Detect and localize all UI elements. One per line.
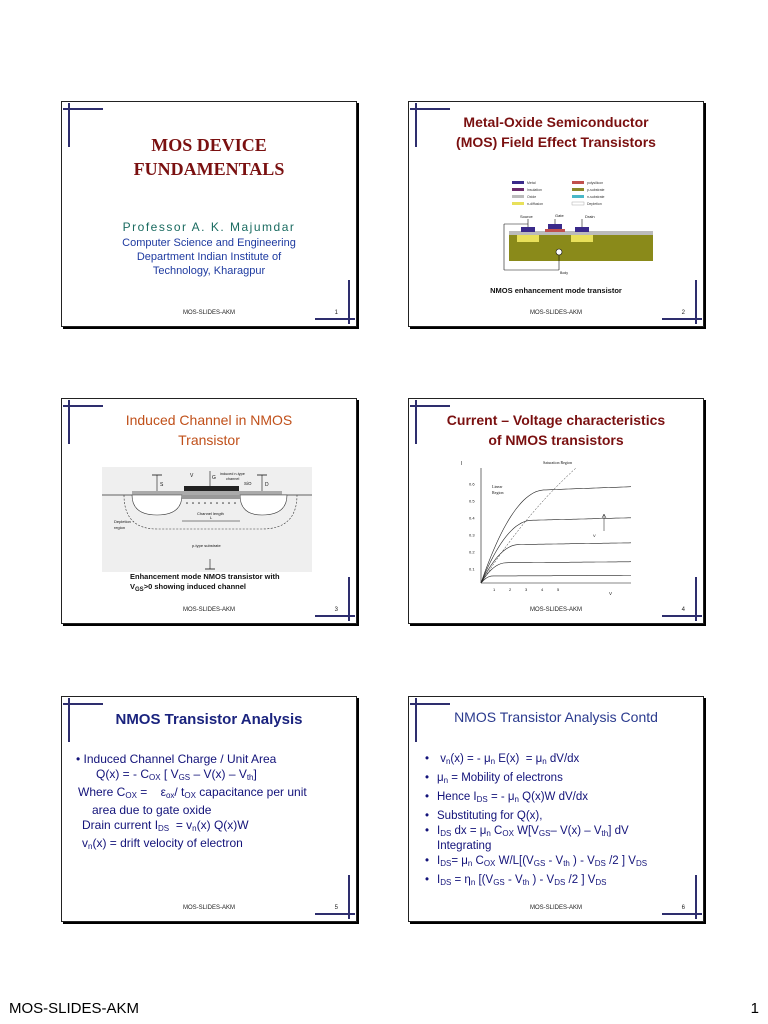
y-axis-label: I bbox=[461, 461, 463, 467]
page-footer-label: MOS-SLIDES-AKM bbox=[9, 1000, 140, 1017]
gate-terminal-label: G bbox=[212, 475, 216, 481]
gate-metal bbox=[548, 224, 562, 229]
chart-axes bbox=[481, 468, 631, 583]
slide-title bbox=[62, 410, 356, 450]
y-tick-label: 0.1 bbox=[469, 566, 475, 572]
slide-footer: MOS-SLIDES-AKM bbox=[529, 905, 582, 911]
page-number: 1 bbox=[750, 1000, 759, 1017]
corner-decoration bbox=[315, 615, 355, 617]
region-label: Region bbox=[492, 490, 504, 495]
bullet-item: • $\mu_n$ = Mobility of electrons bbox=[423, 771, 693, 788]
saturation-label: Saturation Region bbox=[543, 460, 572, 465]
source-contact bbox=[521, 227, 535, 232]
iv-curve bbox=[481, 487, 631, 583]
corner-decoration bbox=[410, 703, 450, 705]
affiliation bbox=[62, 236, 356, 278]
slide-3 bbox=[61, 398, 357, 624]
legend-label: p-substrate bbox=[587, 188, 605, 192]
bullet-item: • $v_n(x)$ = - $\mu_n$ $E(x) = \mu_n$ dV/dx bbox=[423, 752, 693, 769]
title-line: Metal-Oxide Semiconductor bbox=[463, 114, 649, 130]
body-label: Body bbox=[560, 271, 568, 275]
corner-decoration bbox=[63, 108, 103, 110]
legend-swatch-depletion bbox=[572, 202, 584, 205]
slide-body bbox=[76, 752, 346, 854]
induced-channel bbox=[182, 495, 240, 499]
slide-bullets bbox=[423, 752, 693, 892]
bullet-item: • $I_{DS}$ dx = $\mu_n$ $C_{OX}$ $W[V_{GS}-$ $V(x) - V_{th}$] dV Integrating bbox=[423, 825, 693, 852]
figure-caption bbox=[130, 572, 356, 595]
caption-sub: GS bbox=[135, 587, 144, 593]
legend-swatch-psub bbox=[572, 188, 584, 191]
legend-swatch-ndiff bbox=[512, 202, 524, 205]
depletion-label: Depletion bbox=[114, 519, 131, 524]
x-axis-label: V bbox=[609, 591, 613, 596]
linear-label: Linear bbox=[492, 484, 503, 489]
x-tick-label: 1 bbox=[493, 587, 496, 592]
equation-q: Q(x) = - $C_{OX}$ [ $V_{GS} - V(x) - V_{th}$] bbox=[96, 767, 257, 782]
bullet-item: • Substituting for Q(x), bbox=[423, 809, 693, 823]
legend-swatch-metal bbox=[512, 181, 524, 184]
drain-terminal-label: D bbox=[265, 482, 269, 488]
bullet-item: • $I_{DS}= \mu_n$ $C_{OX}$ $W/L[(V_{GS} - V_{th}$ ) - $V_{DS}$ /2 ] $V_{DS}$ bbox=[423, 854, 693, 871]
induced-label: induced n-type bbox=[220, 472, 245, 476]
corner-decoration bbox=[410, 108, 450, 110]
title-line: Transistor bbox=[178, 432, 240, 448]
corner-decoration bbox=[662, 318, 702, 320]
x-tick-label: 2 bbox=[509, 587, 512, 592]
slide-number: 6 bbox=[681, 905, 685, 911]
bullet-line: • Induced Channel Charge / Unit Area bbox=[76, 752, 277, 766]
caption-rest: >0 showing induced channel bbox=[143, 582, 246, 591]
corner-decoration bbox=[662, 913, 702, 915]
legend-label: polysilicon bbox=[587, 181, 604, 185]
legend-swatch-nsub bbox=[572, 195, 584, 198]
slide-footer: MOS-SLIDES-AKM bbox=[529, 607, 582, 613]
corner-decoration bbox=[63, 703, 103, 705]
iv-chart bbox=[459, 455, 649, 605]
affiliation-line: Technology, Kharagpur bbox=[152, 265, 266, 277]
title-line: (MOS) Field Effect Transistors bbox=[456, 134, 656, 150]
x-tick-label: 4 bbox=[541, 587, 544, 592]
caption-line bbox=[130, 582, 356, 595]
caption-line: Enhancement mode NMOS transistor with bbox=[130, 572, 280, 581]
nmos-diagram bbox=[487, 178, 667, 278]
gate-poly bbox=[545, 229, 565, 232]
iv-curve bbox=[481, 562, 631, 583]
legend-label: Metal bbox=[527, 181, 536, 185]
length-label: L bbox=[210, 515, 213, 520]
slide-footer: MOS-SLIDES-AKM bbox=[182, 905, 235, 911]
slide-title bbox=[409, 112, 703, 152]
affiliation-line: Department Indian Institute of bbox=[136, 251, 282, 263]
where-line: Where $C_{OX}$ = $\varepsilon_{ox}/$ $t_{OX}$ capacitance per unit bbox=[78, 785, 307, 800]
legend-label: Oxide bbox=[527, 195, 537, 199]
increasing-label: V bbox=[593, 533, 596, 538]
legend-swatch-poly bbox=[572, 181, 584, 184]
vgs-label: V bbox=[190, 473, 194, 479]
slide-4 bbox=[408, 398, 704, 624]
y-tick-label: 0.5 bbox=[469, 498, 475, 504]
iv-curve bbox=[481, 576, 631, 584]
slide-number: 5 bbox=[334, 905, 338, 911]
title-line: Current – Voltage characteristics bbox=[446, 412, 666, 428]
oxide-layer bbox=[132, 491, 282, 495]
corner-decoration bbox=[410, 405, 450, 407]
channel-length-label: Channel length bbox=[197, 511, 224, 516]
substrate-label: p-type substrate bbox=[192, 543, 221, 548]
figure-caption: NMOS enhancement mode transistor bbox=[490, 286, 622, 295]
slide-footer: MOS-SLIDES-AKM bbox=[182, 607, 235, 613]
y-tick-label: 0.2 bbox=[469, 549, 475, 555]
y-tick-label: 0.4 bbox=[469, 515, 475, 521]
bullet-item: • $I_{DS} = \eta_n$ [($V_{GS} - V_{th}$ ) - $V_{DS}$ /2 ] $V_{DS}$ bbox=[423, 873, 693, 890]
bullet-item: • Hence $I_{DS}$ = - $\mu_n$ Q(x)W dV/dx bbox=[423, 790, 693, 807]
where-line-2: area due to gate oxide bbox=[92, 803, 212, 817]
body-contact bbox=[556, 249, 562, 255]
slide-number: 3 bbox=[334, 607, 338, 613]
slide-2 bbox=[408, 101, 704, 327]
drain-current-line: Drain current $I_{DS} = v_n(x)$ Q(x)W bbox=[82, 818, 249, 833]
slide-number: 2 bbox=[681, 310, 685, 316]
caption-v: V bbox=[130, 582, 136, 591]
drain-contact bbox=[575, 227, 589, 232]
x-tick-label: 3 bbox=[525, 587, 528, 592]
author: Professor A. K. Majumdar bbox=[122, 220, 296, 234]
legend-swatch-insulation bbox=[512, 188, 524, 191]
source-terminal-label: S bbox=[160, 482, 164, 488]
slide-title: NMOS Transistor Analysis bbox=[115, 711, 303, 728]
slide-6 bbox=[408, 696, 704, 922]
corner-decoration bbox=[315, 913, 355, 915]
gate-label: Gate bbox=[555, 213, 564, 218]
title-line: Induced Channel in NMOS bbox=[125, 412, 293, 428]
legend-label: n-substrate bbox=[587, 195, 605, 199]
slide-5 bbox=[61, 696, 357, 922]
velocity-line: $v_n(x)$ = drift velocity of electron bbox=[82, 836, 243, 851]
slide-1 bbox=[61, 101, 357, 327]
legend-swatch-oxide bbox=[512, 195, 524, 198]
drain-diffusion bbox=[571, 235, 593, 242]
legend-label: Depletion bbox=[587, 202, 602, 206]
source-diffusion bbox=[517, 235, 539, 242]
title-line: of NMOS transistors bbox=[488, 432, 624, 448]
x-tick-label: 5 bbox=[557, 587, 560, 592]
chart-ticks bbox=[469, 482, 560, 593]
corner-decoration bbox=[63, 405, 103, 407]
legend-label: Insulation bbox=[527, 188, 542, 192]
gate-electrode bbox=[184, 486, 239, 491]
slide-number: 1 bbox=[334, 310, 338, 316]
diagram-background bbox=[102, 467, 312, 572]
bullet-text: Induced Channel Charge / Unit Area bbox=[83, 752, 277, 766]
source-label: Source bbox=[520, 214, 533, 219]
y-tick-label: 0.3 bbox=[469, 532, 475, 538]
slide-title: NMOS Transistor Analysis Contd bbox=[454, 709, 658, 725]
sio2-label: SiO bbox=[244, 481, 252, 486]
slide-title: MOS DEVICE FUNDAMENTALS bbox=[133, 135, 285, 179]
corner-decoration bbox=[315, 318, 355, 320]
corner-decoration bbox=[662, 615, 702, 617]
slide-number: 4 bbox=[681, 607, 685, 613]
induced-channel-diagram bbox=[102, 467, 312, 572]
y-tick-label: 0.6 bbox=[469, 481, 475, 487]
region-label: region bbox=[114, 525, 126, 530]
legend-label: n-diffusion bbox=[527, 202, 544, 206]
chart-curves bbox=[481, 468, 631, 583]
channel-label: channel bbox=[226, 477, 240, 481]
slide-footer: MOS-SLIDES-AKM bbox=[182, 310, 235, 316]
slide-footer: MOS-SLIDES-AKM bbox=[529, 310, 582, 316]
slide-title bbox=[409, 410, 703, 450]
affiliation-line: Computer Science and Engineering bbox=[122, 237, 296, 249]
drain-label: Drain bbox=[585, 214, 595, 219]
